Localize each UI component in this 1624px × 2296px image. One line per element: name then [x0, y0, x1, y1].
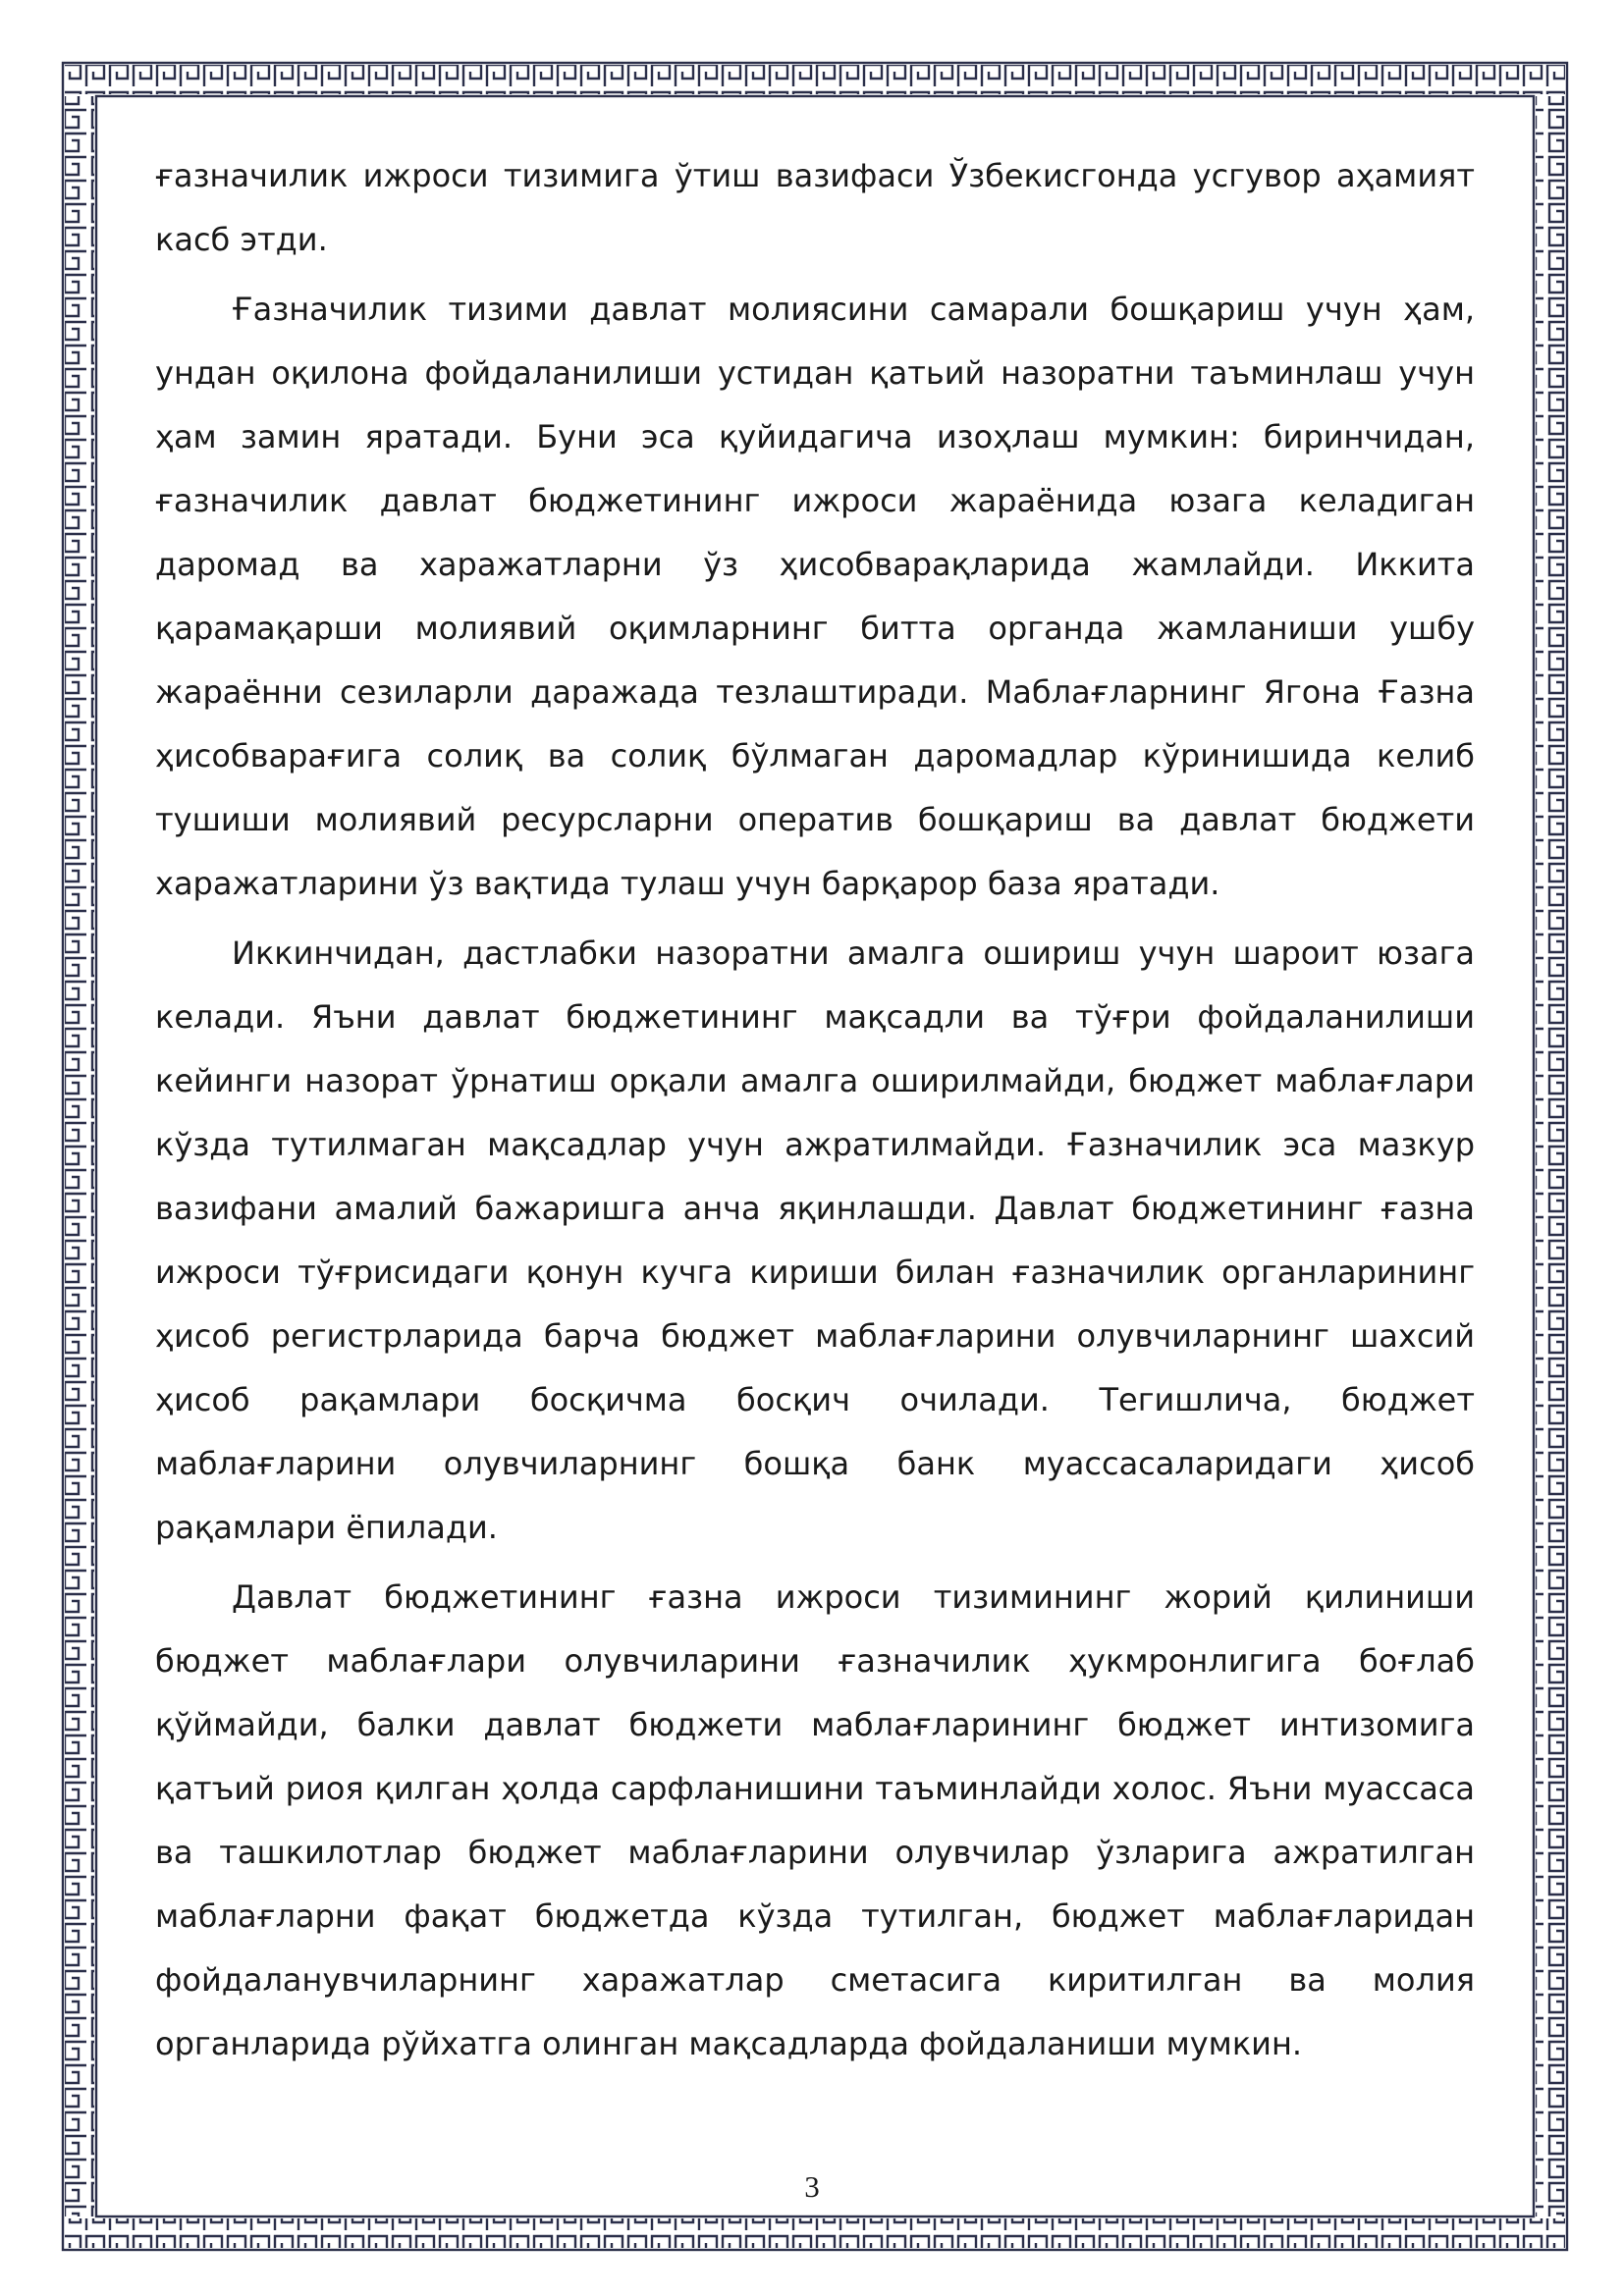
paragraph-2: Ғазначилик тизими давлат молиясини самарали бошқариш учун ҳам, ундан оқилона фойдаланилиши устидан қатьий назоратни таъминлаш учун ҳам замин яратади. Буни эса қуйидагича изоҳлаш мумкин: биринчидан, ғазначилик давлат бюджетининг ижроси жараёнида юзага келадиган даромад ва харажатларни ўз ҳисобварақларида жамлайди. Иккита қарамақарши молиявий оқимларнинг битта органда жамланиши ушбу жараённи сезиларли даражада тезлаштиради. Маблағларнинг Ягона Ғазна ҳисобварағига солиқ ва солиқ бўлмаган даромадлар кўринишида келиб тушиши молиявий ресурсларни оператив бошқариш ва давлат бюджети харажатларини ўз вақтида тулаш учун барқарор база яратади. [155, 291, 1475, 902]
paragraph-4: Давлат бюджетининг ғазна ижроси тизимининг жорий қилиниши бюджет маблағлари олувчиларини ғазначилик ҳукмронлигига боғлаб қўймайди, балки давлат бюджети маблағларининг бюджет интизомига қатъий риоя қилган ҳолда сарфланишини таъминлайди холос. Яъни муассаса ва ташкилотлар бюджет маблағларини олувчилар ўзларига ажратилган маблағларни фақат бюджетда кўзда тутилган, бюджет маблағларидан фойдаланувчиларнинг харажатлар сметасига киритилган ва молия органларида рўйхатга олинган мақсадларда фойдаланиши мумкин. [155, 1578, 1475, 2062]
paragraph-1: ғазначилик ижроси тизимига ўтиш вазифаси Ўзбекисгонда усгувор аҳамият касб этди. [155, 157, 1475, 258]
page-number: 3 [804, 2169, 820, 2204]
paragraph-3: Иккинчидан, дастлабки назоратни амалга ошириш учун шароит юзага келади. Яъни давлат бюджетининг мақсадли ва тўғри фойдаланилиши кейинги назорат ўрнатиш орқали амалга оширилмайди, бюджет маблағлари кўзда тутилмаган мақсадлар учун ажратилмайди. Ғазначилик эса мазкур вазифани амалий бажаришга анча яқинлашди. Давлат бюджетининг ғазна ижроси тўғрисидаги қонун кучга кириши билан ғазначилик органларининг ҳисоб регистрларида барча бюджет маблағларини олувчиларнинг шахсий ҳисоб рақамлари босқичма босқич очилади. Тегишлича, бюджет маблағларини олувчиларнинг бошқа банк муассасаларидаги ҳисоб рақамлари ёпилади. [155, 934, 1475, 1546]
document-body [155, 144, 1475, 2082]
